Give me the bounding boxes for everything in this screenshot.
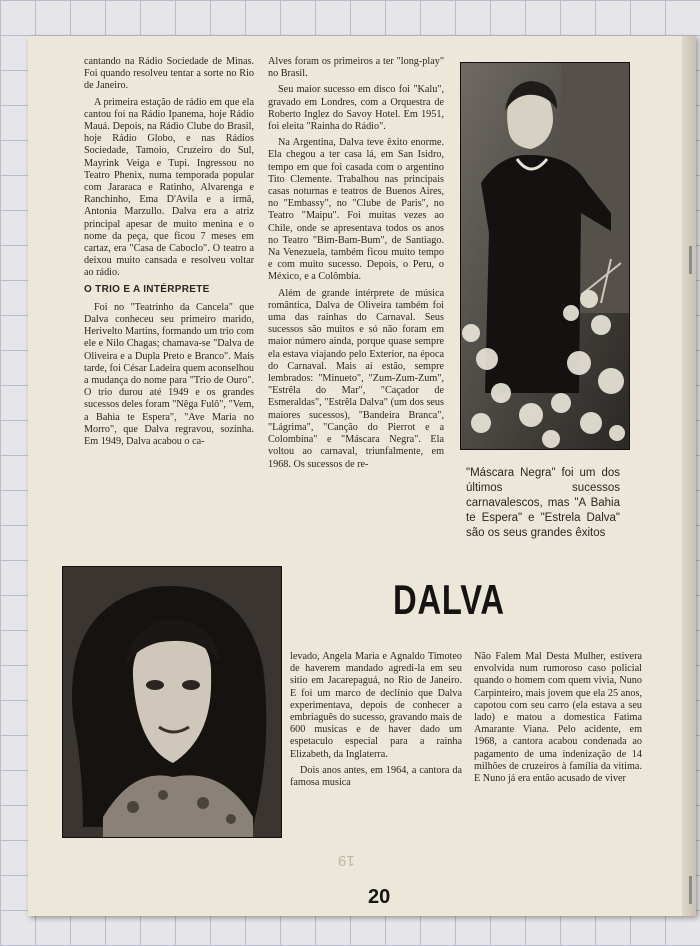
section-heading: O TRIO E A INTÉRPRETE <box>84 283 210 295</box>
bleed-through-number: 19 <box>338 852 355 869</box>
column-bottom-right <box>474 651 642 789</box>
paragraph: Na Argentina, Dalva teve êxito enorme. Ela chegou a ter casa lá, em San Isidro, tempo em que foi casada com o argentino Tito Clemente. Trabalhou nas principais casas noturnas e teatros de Buenos Aires, no "Embassy", no "Clube de Paris", no Teatro "Maipu". Foi muitas vezes ao Chile, onde se apresentava todos os anos no Teatro "Bim-Bam-Bum", de Santiago. Na Venezuela, também ficou muito tempo e com muito sucesso. Depois, o Peru, o México, e a Colômbia. <box>268 137 444 283</box>
paragraph: Dois anos antes, em 1964, a cantora da famosa musica <box>290 764 462 789</box>
photo-singer-stage <box>460 62 630 450</box>
photo-caption: "Máscara Negra" foi um dos últimos sucessos carnavalescos, mas "A Bahia te Espera" e "Estrela Dalva" são os seus grandes êxitos <box>466 467 620 539</box>
column-left <box>84 56 254 452</box>
paragraph: cantando na Rádio Sociedade de Minas. Foi quando resolveu tentar a sorte no Rio de Janeiro. <box>84 56 254 92</box>
magazine-page <box>28 36 696 916</box>
staple-top <box>689 246 692 274</box>
photo-singer-portrait-image <box>63 567 281 837</box>
page-number: 20 <box>368 886 391 908</box>
photo-singer-portrait <box>62 566 282 838</box>
paragraph: Alves foram os primeiros a ter "long-play" no Brasil. <box>268 56 444 80</box>
page-spine <box>682 36 696 916</box>
column-middle <box>268 56 444 475</box>
paragraph: Foi no "Teatrinho da Cancela" que Dalva conheceu seu primeiro marido, Herivelto Martins, formando um trio com ele e Nilo Chagas; chamava-se "Dalva de Oliveira e a Dupla Preto e Branco". Mais tarde, foi César Ladeira quem aconselhou a mudança do nome para "Trio de Ouro". O trio durou até 1949 e os grandes sucessos deles foram "Nêga Fulô", "Vem, a Bahia te Espera", "Ave Maria no Morro", que Dalva regravou, sozinha. Em 1949, Dalva acabou o ca- <box>84 301 254 448</box>
column-bottom-left <box>290 651 462 793</box>
paragraph: levado, Angela Maria e Agnaldo Timoteo de haverem mandado agredi-la em seu sitio em Jacarepaguá, no Rio de Janeiro. E foi um marco de declínio que Dalva experimentava, depois de conhecer a embriaguês do sucesso, gravando mais de 600 musicas e de haver dado um espetaculo especial para a rainha Elizabeth, da Inglaterra. <box>290 651 462 760</box>
article-title: DALVA <box>393 576 505 623</box>
paragraph: A primeira estação de rádio em que ela cantou foi na Rádio Ipanema, hoje Rádio Mauá. Depois, na Rádio Clube do Brasil, hoje Rádio Globo, e nas Rádios Sociedade, Tamoio, Cruzeiro do Sul, Mayrink Veiga e Tupi. Ingressou no Teatro Phenix, numa temporada popular com Jararaca e Ratinho, Alvarenga e Ranchinho, Ema D'Avila e a irmã, Antonia Marzullo. Dalva era a atriz principal apesar de muito menina e o nome da peça, que ficou 7 meses em cartaz, era "Casa de Caboclo". O teatro a deixou muito cansada e resolveu voltar ao rádio. <box>84 96 254 279</box>
paragraph: Não Falem Mal Desta Mulher, estivera envolvida num rumoroso caso policial quando o homem com quem vivia, Nuno Carpinteiro, mais jovem que ela 25 anos, capotou com seu carro (ela estava a seu lado) e matou a domestica Fatima Amarante Viana. Pelo acidente, em 1968, a cantora acabou condenada ao pagamento de uma indenização de 14 milhões de cruzeiros à família da vitima. E Nuno já era então acusado de viver <box>474 651 642 785</box>
paragraph: Além de grande intérprete de música romântica, Dalva de Oliveira também foi uma das rainhas do Carnaval. Seus sucessos são muitos e só não foram em maior número ainda, porque quase sempre ela estava viajando pelo Exterior, na época do Carnaval. Mais aí estão, sempre lembrados: "Minueto", "Zum-Zum-Zum", "Estrêla do Mar", "Caçador de Esmeraldas", "Estrêla Dalva" (um dos seus maiores sucessos), "Bandeira Branca", "Lágrima", "Canção do Pierrot e a Colombina" e "Máscara Negra". Ela voltou ao carnaval, triunfalmente, em 1968. Os sucessos de re- <box>268 287 444 470</box>
staple-bottom <box>689 876 692 904</box>
photo-singer-stage-image <box>461 63 629 449</box>
paragraph: Seu maior sucesso em disco foi "Kalu", gravado em Londres, com a Orquestra de Roberto Inglez do Savoy Hotel. Em 1951, foi eleita "Rainha do Rádio". <box>268 84 444 133</box>
